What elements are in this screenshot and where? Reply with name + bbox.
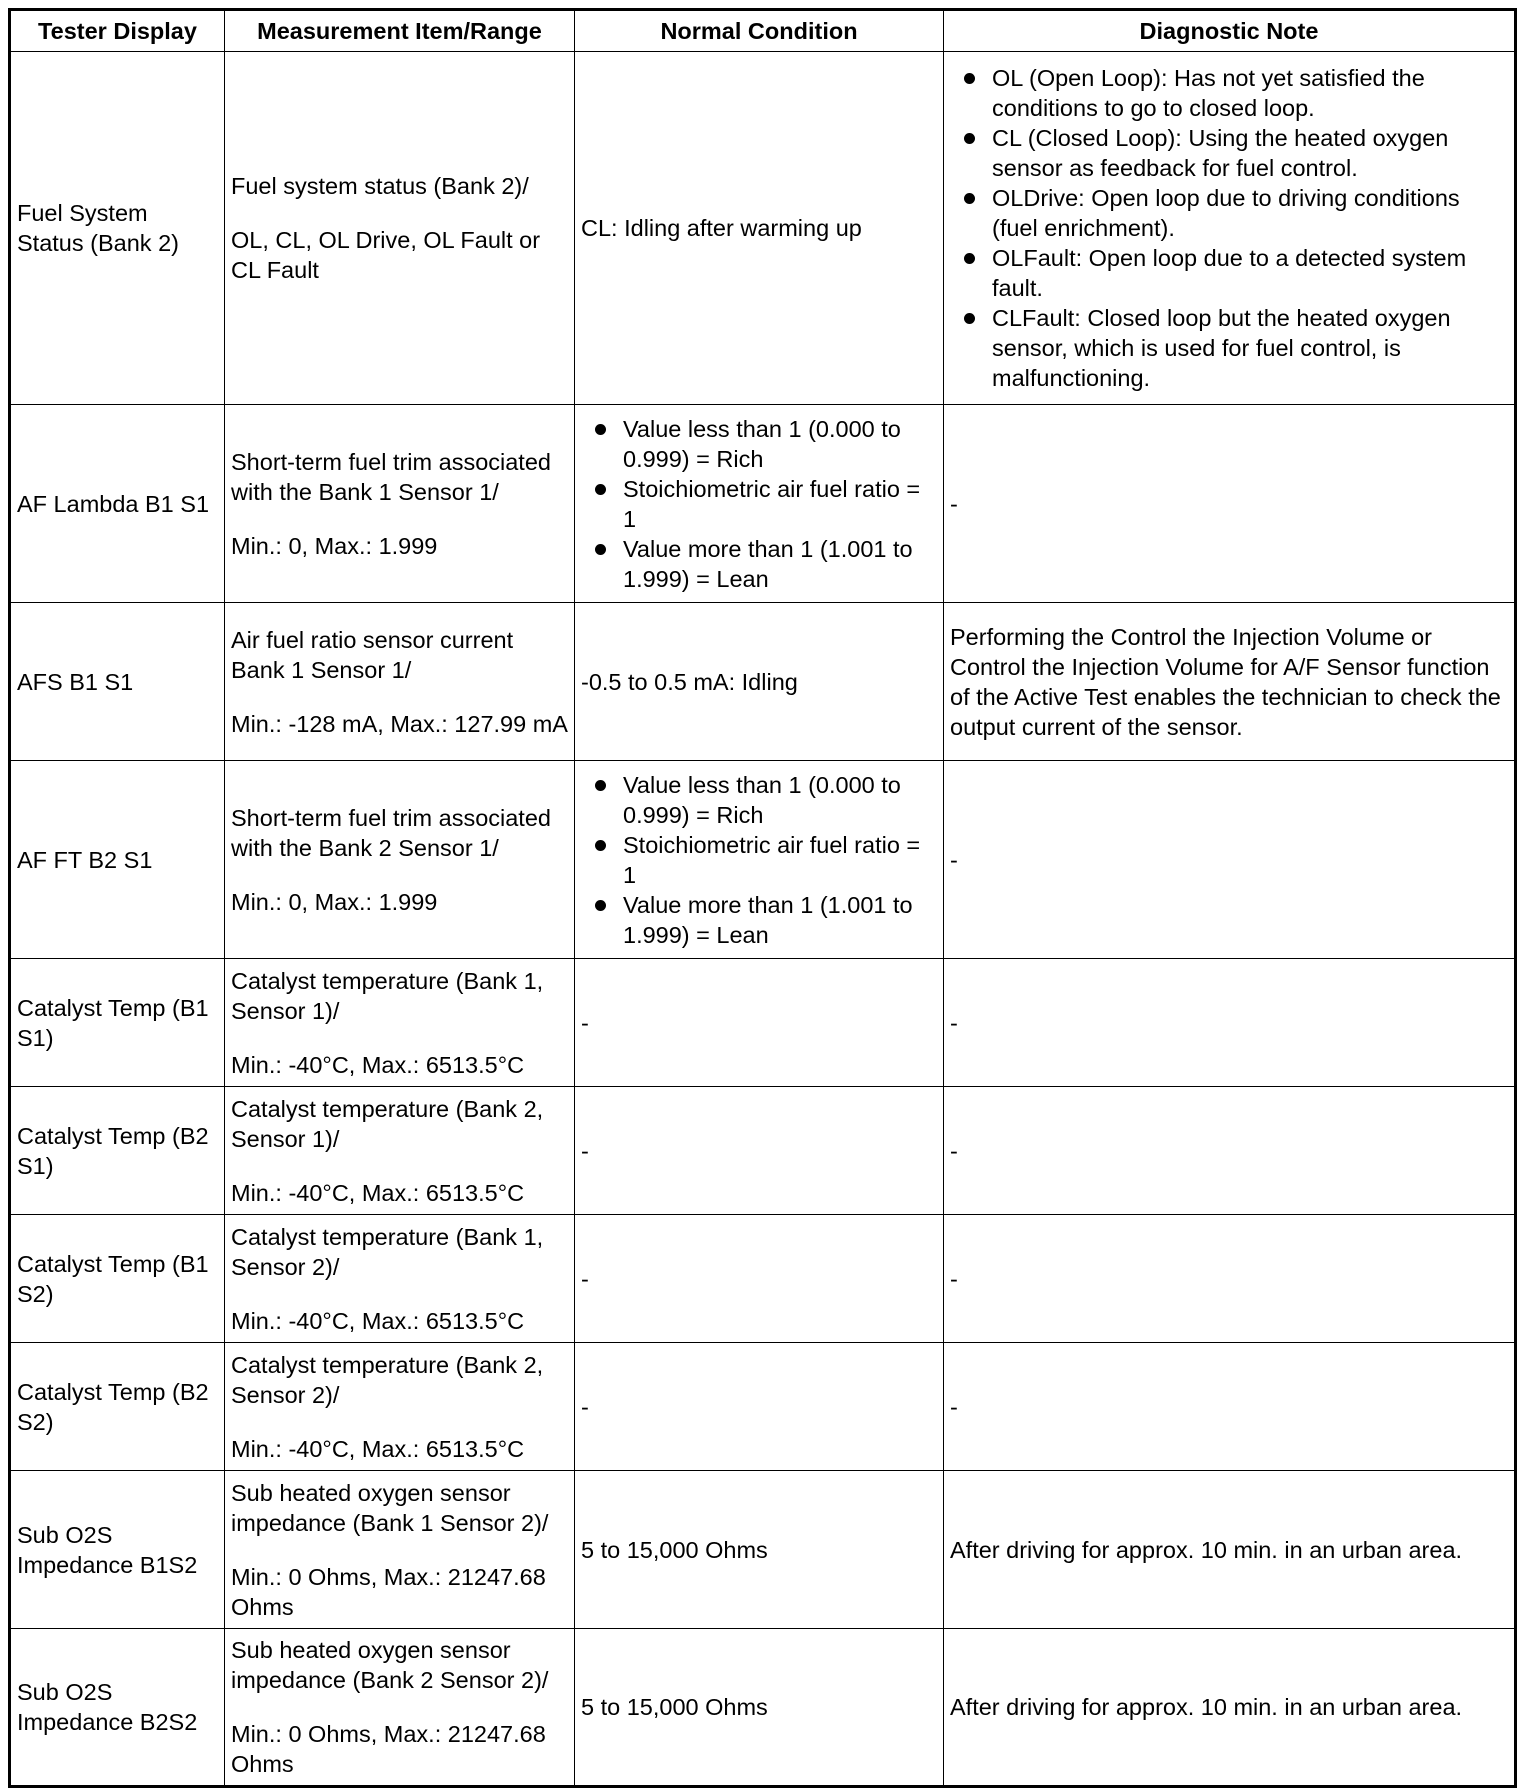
normal-condition-cell (575, 761, 944, 959)
measurement-range: Min.: -40°C, Max.: 6513.5°C (231, 1307, 525, 1334)
diagnostic-note-cell: - (944, 959, 1516, 1087)
diagnostic-note-cell: - (944, 1215, 1516, 1343)
table-row (10, 1087, 1516, 1215)
measurement-range: Min.: 0 Ohms, Max.: 21247.68 Ohms (231, 1721, 546, 1777)
measurement-item: Sub heated oxygen sensor impedance (Bank 1 Sensor 2)/ (231, 1479, 549, 1536)
measurement-range: Min.: 0, Max.: 1.999 (231, 888, 438, 915)
table-row (10, 52, 1516, 405)
measurement-range: OL, CL, OL Drive, OL Fault or CL Fault (231, 227, 541, 283)
measurement-item: Fuel system status (Bank 2)/ (231, 173, 529, 199)
list-item: Stoichiometric air fuel ratio = 1 (581, 474, 937, 534)
tester-display-cell: Catalyst Temp (B2 S1) (10, 1087, 225, 1215)
normal-condition-cell: CL: Idling after warming up (575, 52, 944, 405)
measurement-item: Sub heated oxygen sensor impedance (Bank 2 Sensor 2)/ (231, 1637, 549, 1693)
list-item: Value more than 1 (1.001 to 1.999) = Lean (581, 890, 937, 950)
diagnostic-note-cell (944, 52, 1516, 405)
measurement-item-cell (225, 1629, 575, 1787)
tester-display-cell: Sub O2S Impedance B2S2 (10, 1629, 225, 1787)
normal-bullet-list (581, 414, 937, 594)
tester-display-cell: AF FT B2 S1 (10, 761, 225, 959)
measurement-item-cell (225, 603, 575, 761)
measurement-item: Short-term fuel trim associated with the Bank 1 Sensor 1/ (231, 448, 551, 505)
measurement-item: Catalyst temperature (Bank 2, Sensor 2)/ (231, 1351, 544, 1408)
measurement-range: Min.: 0 Ohms, Max.: 21247.68 Ohms (231, 1563, 546, 1620)
table-row (10, 405, 1516, 603)
list-item: Stoichiometric air fuel ratio = 1 (581, 830, 937, 890)
list-item: Value more than 1 (1.001 to 1.999) = Lean (581, 534, 937, 594)
normal-condition-cell: - (575, 1087, 944, 1215)
data-list-table (8, 8, 1517, 1788)
table-row (10, 1343, 1516, 1471)
tester-display-cell: AF Lambda B1 S1 (10, 405, 225, 603)
normal-condition-cell: - (575, 1215, 944, 1343)
list-item: OLDrive: Open loop due to driving conditions (fuel enrichment). (950, 183, 1508, 243)
header-measurement-item: Measurement Item/Range (225, 10, 575, 52)
list-item: CLFault: Closed loop but the heated oxygen sensor, which is used for fuel control, is malfunctioning. (950, 303, 1508, 393)
measurement-item: Air fuel ratio sensor current Bank 1 Sensor 1/ (231, 626, 514, 683)
measurement-item-cell (225, 52, 575, 405)
measurement-item-cell (225, 1215, 575, 1343)
normal-condition-cell: 5 to 15,000 Ohms (575, 1629, 944, 1787)
measurement-range: Min.: -40°C, Max.: 6513.5°C (231, 1179, 525, 1206)
tester-display-cell: Catalyst Temp (B1 S1) (10, 959, 225, 1087)
tester-display-cell: AFS B1 S1 (10, 603, 225, 761)
measurement-range: Min.: -40°C, Max.: 6513.5°C (231, 1051, 525, 1078)
list-item: Value less than 1 (0.000 to 0.999) = Rich (581, 770, 937, 830)
measurement-item: Short-term fuel trim associated with the Bank 2 Sensor 1/ (231, 804, 551, 861)
diagnostic-note-cell: - (944, 405, 1516, 603)
list-item: Value less than 1 (0.000 to 0.999) = Rich (581, 414, 937, 474)
table-row (10, 959, 1516, 1087)
measurement-item: Catalyst temperature (Bank 1, Sensor 2)/ (231, 1223, 544, 1280)
header-diagnostic-note: Diagnostic Note (944, 10, 1516, 52)
diagnostic-note-cell: - (944, 1087, 1516, 1215)
table-row (10, 1629, 1516, 1787)
normal-bullet-list (581, 770, 937, 950)
tester-display-cell: Fuel System Status (Bank 2) (10, 52, 225, 405)
diagnostic-note-cell: - (944, 761, 1516, 959)
table-row (10, 761, 1516, 959)
tester-display-cell: Catalyst Temp (B2 S2) (10, 1343, 225, 1471)
header-row (10, 10, 1516, 52)
measurement-item-cell (225, 1471, 575, 1629)
table-row (10, 603, 1516, 761)
diagnostic-note-cell: After driving for approx. 10 min. in an urban area. (944, 1471, 1516, 1629)
table-row (10, 1215, 1516, 1343)
diagnostic-note-cell: Performing the Control the Injection Volume or Control the Injection Volume for A/F Sensor function of the Active Test enables the technician to check the output current of the sensor. (944, 603, 1516, 761)
measurement-range: Min.: -128 mA, Max.: 127.99 mA (231, 710, 568, 737)
table-row (10, 1471, 1516, 1629)
diagnostic-note-cell: - (944, 1343, 1516, 1471)
list-item: CL (Closed Loop): Using the heated oxygen sensor as feedback for fuel control. (950, 123, 1508, 183)
measurement-item-cell (225, 1343, 575, 1471)
measurement-range: Min.: -40°C, Max.: 6513.5°C (231, 1435, 525, 1462)
diagnostic-note-cell: After driving for approx. 10 min. in an urban area. (944, 1629, 1516, 1787)
measurement-item-cell (225, 1087, 575, 1215)
tester-display-cell: Catalyst Temp (B1 S2) (10, 1215, 225, 1343)
header-tester-display: Tester Display (10, 10, 225, 52)
measurement-item-cell (225, 405, 575, 603)
note-bullet-list (950, 63, 1508, 393)
normal-condition-cell: - (575, 1343, 944, 1471)
tester-display-cell: Sub O2S Impedance B1S2 (10, 1471, 225, 1629)
measurement-item-cell (225, 761, 575, 959)
normal-condition-cell: - (575, 959, 944, 1087)
header-normal-condition: Normal Condition (575, 10, 944, 52)
measurement-range: Min.: 0, Max.: 1.999 (231, 532, 438, 559)
list-item: OL (Open Loop): Has not yet satisfied the conditions to go to closed loop. (950, 63, 1508, 123)
normal-condition-cell: 5 to 15,000 Ohms (575, 1471, 944, 1629)
measurement-item-cell (225, 959, 575, 1087)
measurement-item: Catalyst temperature (Bank 1, Sensor 1)/ (231, 967, 544, 1024)
measurement-item: Catalyst temperature (Bank 2, Sensor 1)/ (231, 1095, 544, 1152)
list-item: OLFault: Open loop due to a detected system fault. (950, 243, 1508, 303)
normal-condition-cell (575, 405, 944, 603)
normal-condition-cell: -0.5 to 0.5 mA: Idling (575, 603, 944, 761)
